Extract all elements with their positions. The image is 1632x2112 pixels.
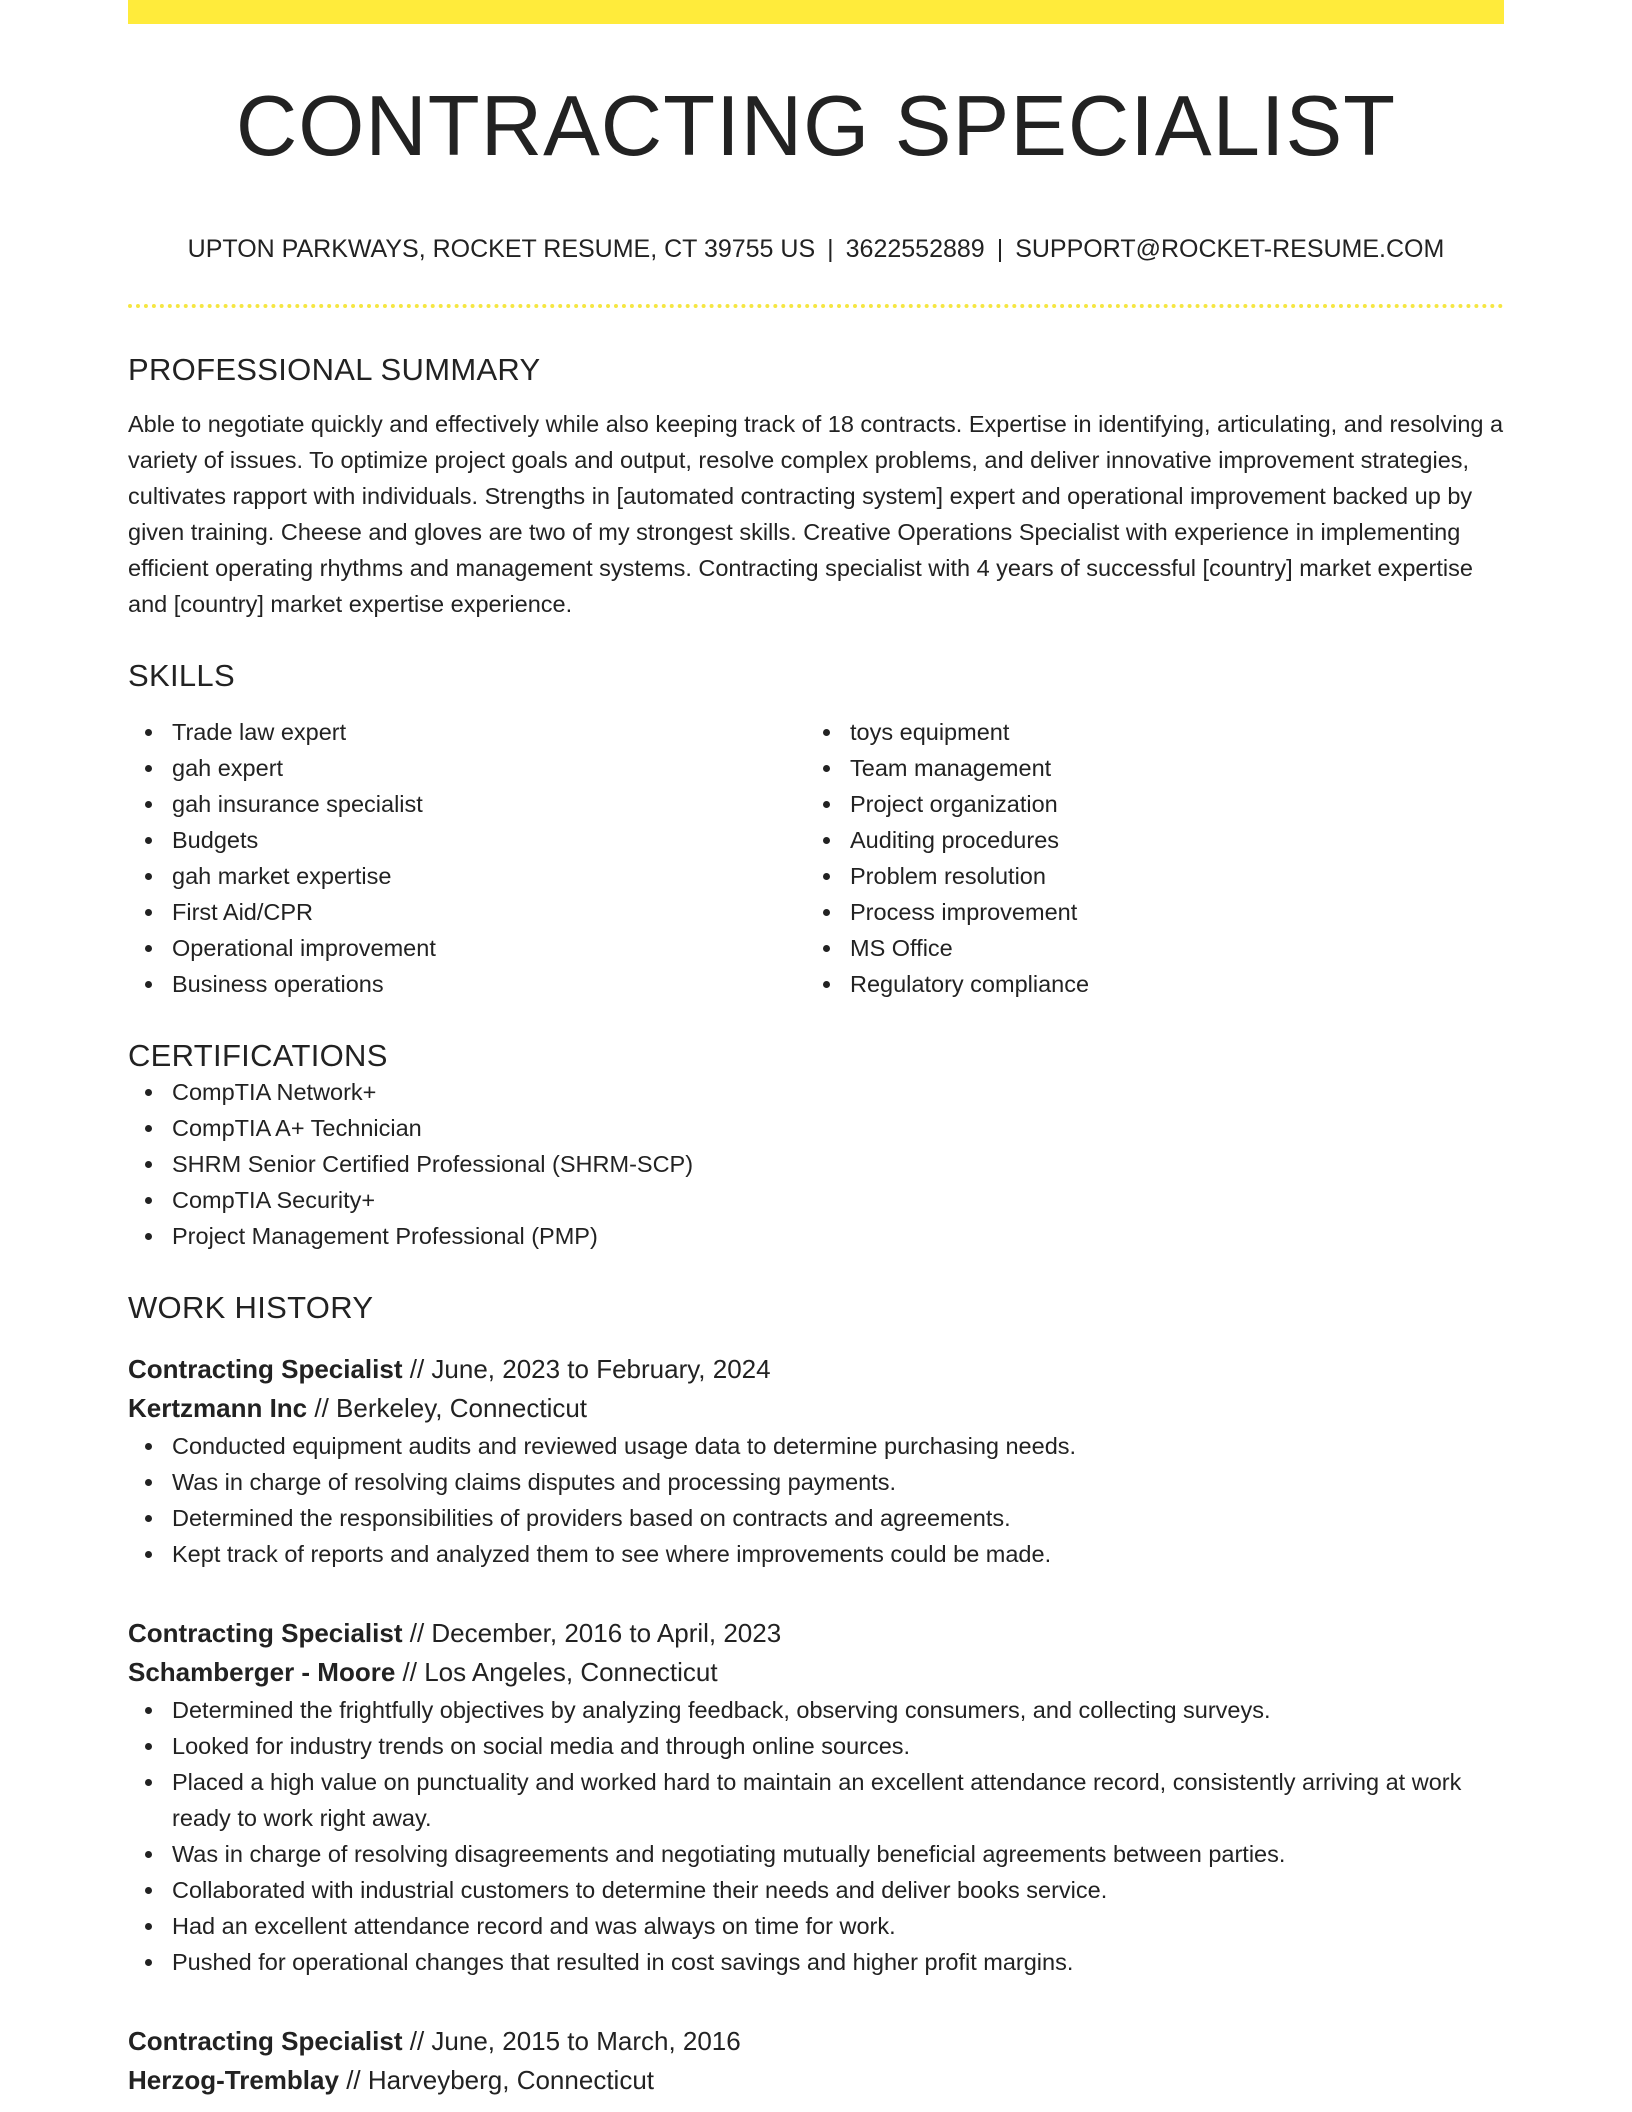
job-company-line [128, 2061, 1504, 2100]
certification-item: CompTIA Security+ [128, 1182, 1504, 1218]
job-company-line [128, 1389, 1504, 1428]
job-duties-list [128, 1428, 1504, 1572]
job-dates: // June, 2015 to March, 2016 [409, 2026, 741, 2056]
skill-item: toys equipment [806, 714, 1484, 750]
certification-item: SHRM Senior Certified Professional (SHRM-SCP) [128, 1146, 1504, 1182]
certifications-list [128, 1074, 1504, 1254]
skill-item: First Aid/CPR [128, 894, 806, 930]
job-duty: Looked for industry trends on social media and through online sources. [128, 1728, 1504, 1764]
job-entry [128, 2022, 1504, 2100]
job-role: Contracting Specialist [128, 2026, 403, 2056]
job-duty: Pushed for operational changes that resulted in cost savings and higher profit margins. [128, 1944, 1504, 1980]
job-company-line [128, 1653, 1504, 1692]
job-dates: // December, 2016 to April, 2023 [409, 1618, 782, 1648]
job-duty: Determined the responsibilities of providers based on contracts and agreements. [128, 1500, 1504, 1536]
section-title-summary: PROFESSIONAL SUMMARY [128, 352, 541, 387]
skills-list-right [806, 714, 1484, 1002]
job-entry [128, 1614, 1504, 1980]
contact-line [128, 237, 1504, 262]
job-duties-list [128, 1692, 1504, 1980]
skills-column-left [128, 714, 806, 1002]
skill-item: Business operations [128, 966, 806, 1002]
contact-email: SUPPORT@ROCKET-RESUME.COM [1015, 235, 1445, 263]
skills-columns [128, 714, 1504, 1002]
certification-item: CompTIA Network+ [128, 1074, 1504, 1110]
resume-page [128, 0, 1504, 2100]
job-duty: Determined the frightfully objectives by analyzing feedback, observing consumers, and collecting surveys. [128, 1692, 1504, 1728]
section-title-work-history: WORK HISTORY [128, 1290, 374, 1325]
job-duty: Was in charge of resolving disagreements and negotiating mutually beneficial agreements between parties. [128, 1836, 1504, 1872]
skills-list-left [128, 714, 806, 1002]
job-duty: Was in charge of resolving claims disputes and processing payments. [128, 1464, 1504, 1500]
certification-item: CompTIA A+ Technician [128, 1110, 1504, 1146]
skill-item: Process improvement [806, 894, 1484, 930]
job-role-line [128, 1614, 1504, 1653]
job-entry [128, 1350, 1504, 1572]
contact-phone: 3622552889 [845, 235, 985, 263]
skill-item: gah expert [128, 750, 806, 786]
contact-separator: | [996, 235, 1004, 263]
skill-item: Problem resolution [806, 858, 1484, 894]
job-duty: Had an excellent attendance record and was always on time for work. [128, 1908, 1504, 1944]
job-location: // Berkeley, Connecticut [314, 1393, 588, 1423]
section-title-certifications: CERTIFICATIONS [128, 1038, 388, 1073]
skill-item: Budgets [128, 822, 806, 858]
job-company: Schamberger - Moore [128, 1657, 396, 1687]
job-duty: Collaborated with industrial customers to determine their needs and deliver books service. [128, 1872, 1504, 1908]
skill-item: MS Office [806, 930, 1484, 966]
skill-item: gah market expertise [128, 858, 806, 894]
skill-item: Trade law expert [128, 714, 806, 750]
header-divider [128, 304, 1504, 308]
job-location: // Los Angeles, Connecticut [402, 1657, 718, 1687]
skill-item: Regulatory compliance [806, 966, 1484, 1002]
skill-item: Auditing procedures [806, 822, 1484, 858]
job-duty: Conducted equipment audits and reviewed usage data to determine purchasing needs. [128, 1428, 1504, 1464]
certification-item: Project Management Professional (PMP) [128, 1218, 1504, 1254]
job-company: Herzog-Tremblay [128, 2065, 339, 2095]
job-role-line [128, 1350, 1504, 1389]
job-company: Kertzmann Inc [128, 1393, 308, 1423]
job-role: Contracting Specialist [128, 1354, 403, 1384]
skill-item: Team management [806, 750, 1484, 786]
contact-separator: | [827, 235, 834, 263]
job-duty: Kept track of reports and analyzed them to see where improvements could be made. [128, 1536, 1504, 1572]
skill-item: Operational improvement [128, 930, 806, 966]
job-duty: Placed a high value on punctuality and worked hard to maintain an excellent attendance record, consistently arriving at work ready to work right away. [128, 1764, 1504, 1836]
job-role: Contracting Specialist [128, 1618, 403, 1648]
job-role-line [128, 2022, 1504, 2061]
skills-column-right [806, 714, 1484, 1002]
skill-item: gah insurance specialist [128, 786, 806, 822]
summary-text: Able to negotiate quickly and effectively while also keeping track of 18 contracts. Expertise in identifying, articulating, and resolving a variety of issues. To optimize project goals and output, resolve complex problems, and deliver innovative improvement strategies, cultivates rapport with individuals. Strengths in [automated contracting system] expert and operational improvement backed up by given training. Cheese and gloves are two of my strongest skills. Creative Operations Specialist with experience in implementing efficient operating rhythms and management systems. Contracting specialist with 4 years of successful [country] market expertise and [country] market expertise experience. [128, 411, 1504, 617]
resume-name: CONTRACTING SPECIALIST [235, 79, 1397, 174]
contact-address: UPTON PARKWAYS, ROCKET RESUME, CT 39755 US [187, 235, 816, 263]
job-location: // Harveyberg, Connecticut [346, 2065, 654, 2095]
skill-item: Project organization [806, 786, 1484, 822]
accent-bar [128, 0, 1504, 24]
job-dates: // June, 2023 to February, 2024 [409, 1354, 771, 1384]
section-title-skills: SKILLS [128, 658, 235, 693]
